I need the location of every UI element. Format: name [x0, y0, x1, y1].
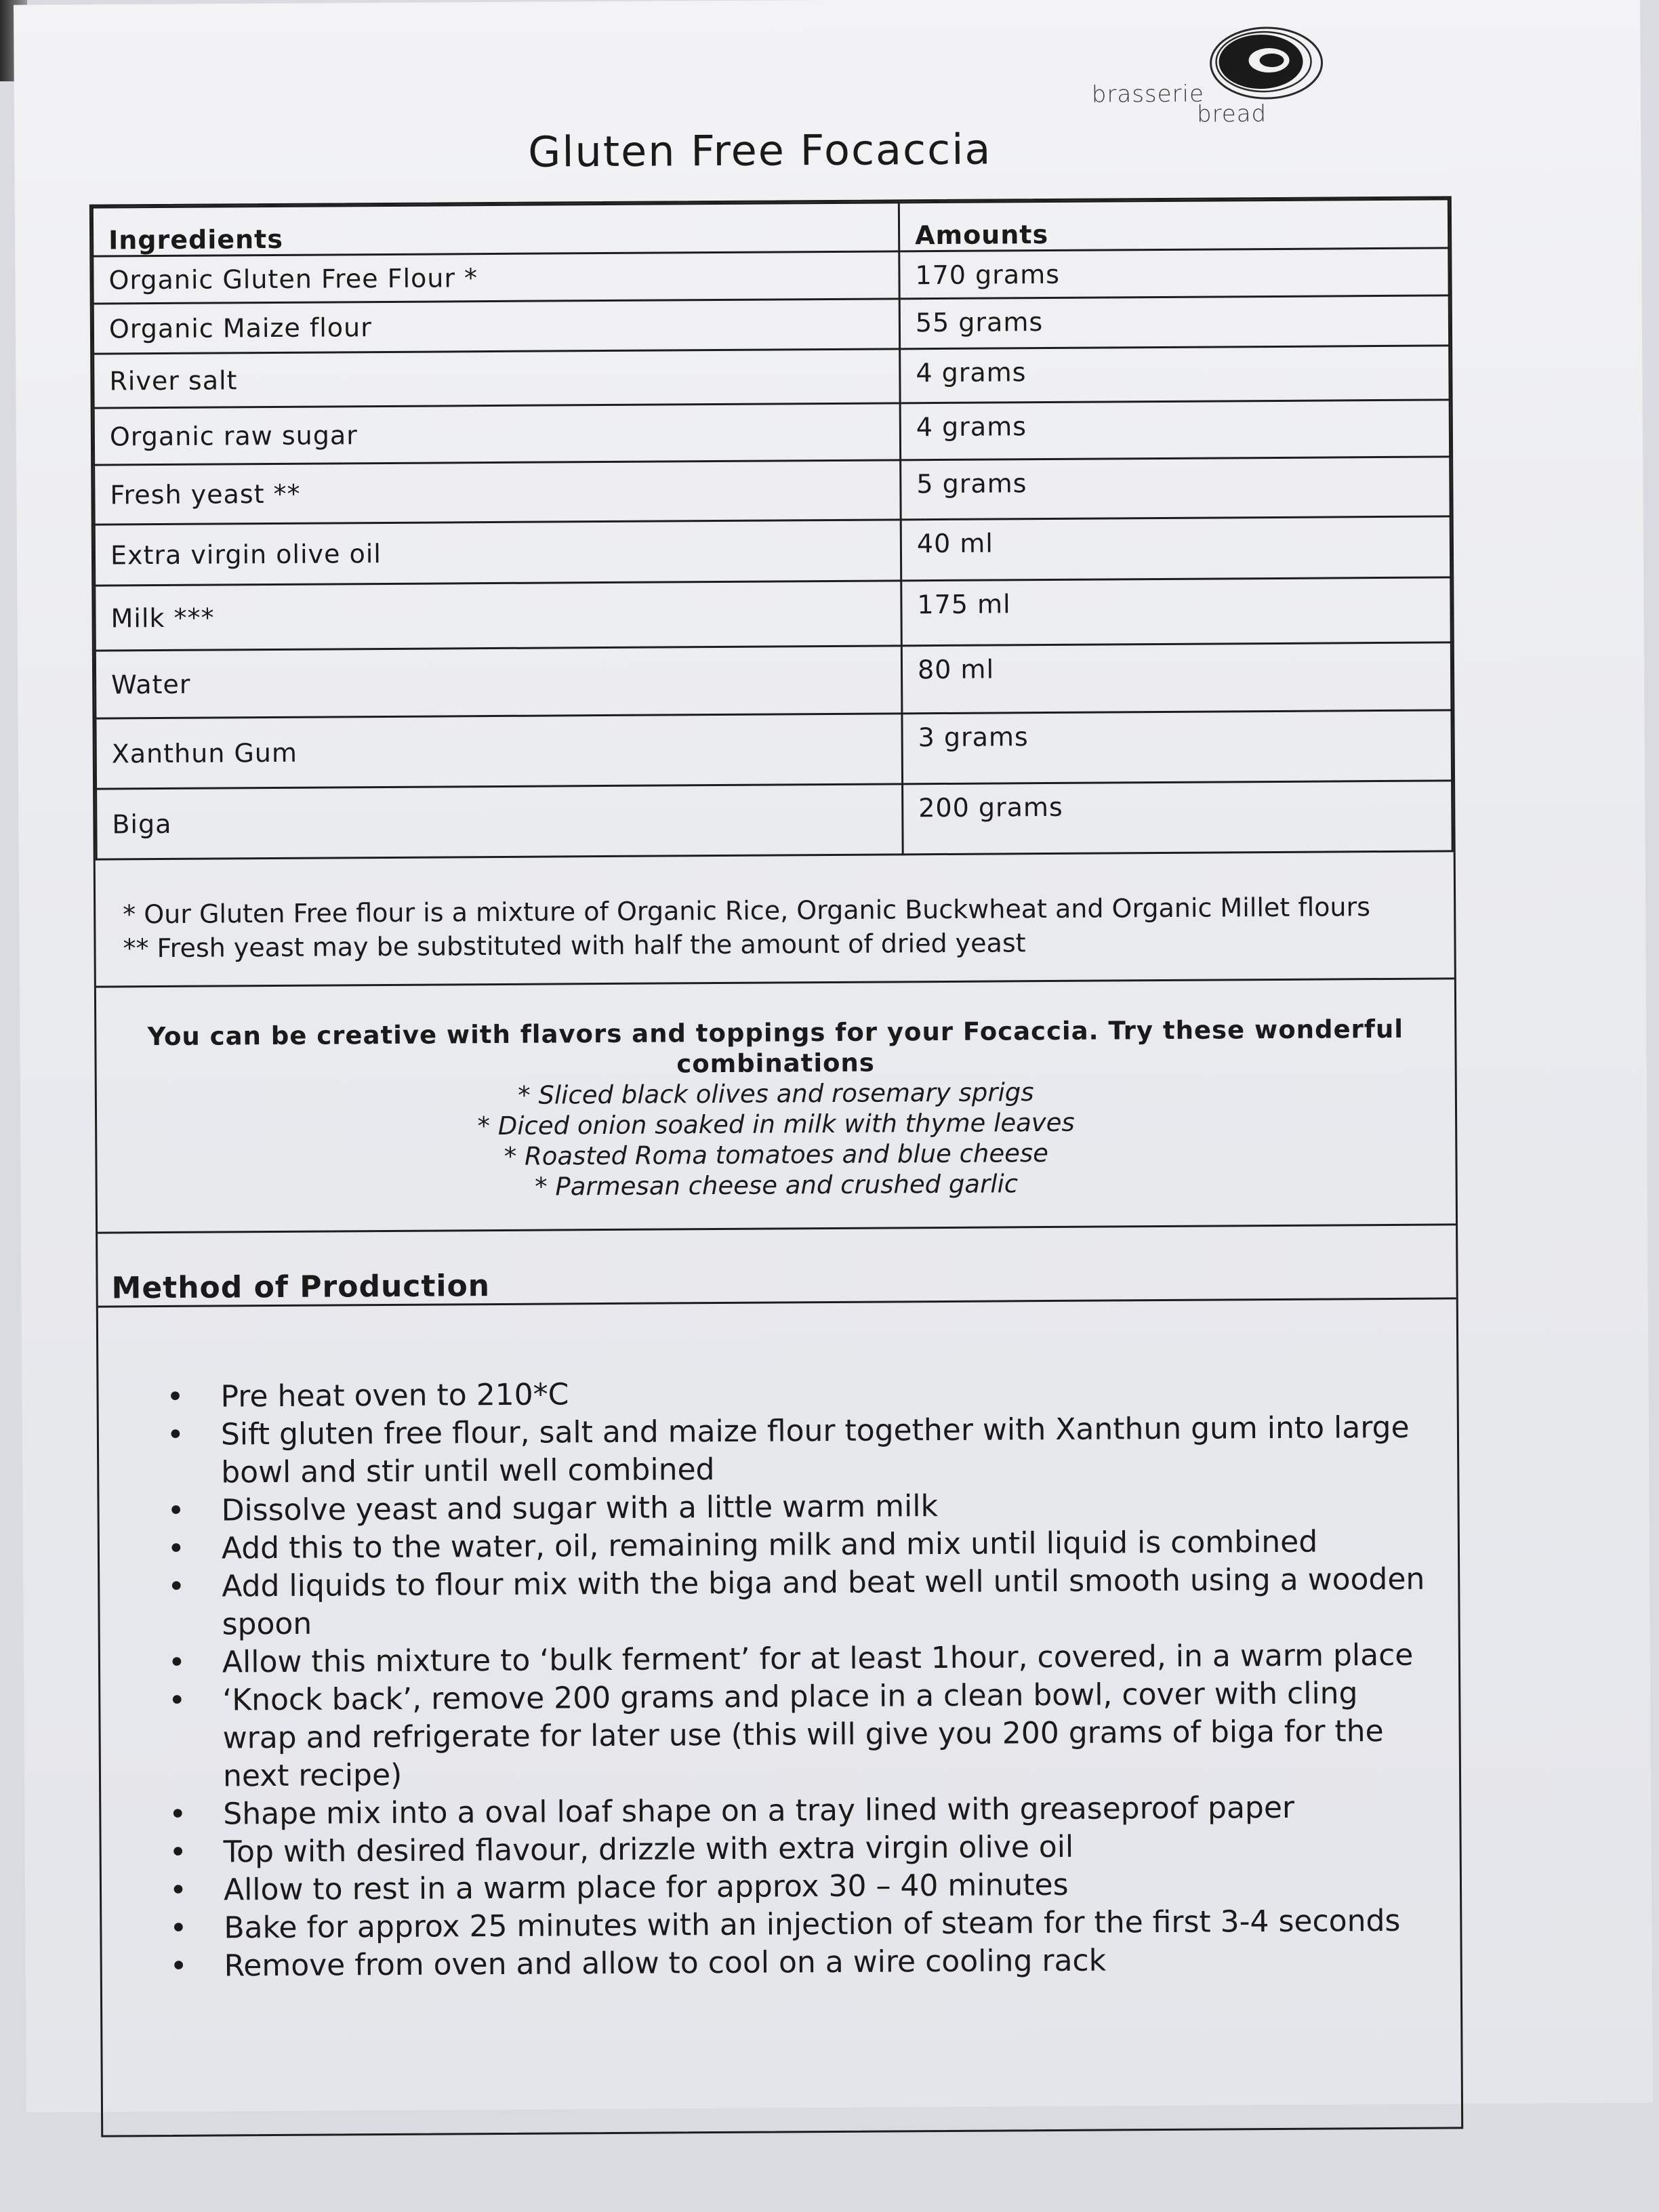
ingredient-cell: Organic raw sugar — [94, 403, 900, 465]
brand-line-1: brasserie — [1091, 80, 1205, 108]
method-step: • Allow to rest in a warm place for approx 30 – 40 minutes — [224, 1864, 1433, 1910]
method-step: • Bake for approx 25 minutes with an injection of steam for the first 3-4 seconds — [224, 1902, 1433, 1948]
suggestion-item: * Diced onion soaked in milk with thyme leaves — [477, 1107, 1075, 1141]
amount-cell: 4 grams — [900, 400, 1450, 460]
topping-suggestions — [96, 979, 1456, 1233]
ingredient-cell: Extra virgin olive oil — [94, 520, 901, 586]
amount-cell: 80 ml — [901, 642, 1452, 714]
brand-line-2: bread — [1196, 100, 1267, 128]
footnote: * Our Gluten Free flour is a mixture of Organic Rice, Organic Buckwheat and Organic Millet flours — [123, 892, 1371, 930]
method-step: • Add this to the water, oil, remaining milk and mix until liquid is combined — [222, 1523, 1431, 1568]
page-title: Gluten Free Focaccia — [528, 124, 992, 177]
ingredient-cell: Water — [95, 646, 902, 718]
recipe-sheet — [14, 0, 1653, 2112]
ingredient-cell: River salt — [94, 349, 900, 408]
table-row — [94, 346, 1450, 408]
flour-footnotes — [96, 852, 1454, 987]
amount-cell: 200 grams — [903, 781, 1453, 855]
ingredients-table — [91, 198, 1454, 860]
table-row — [93, 295, 1449, 354]
table-row — [95, 642, 1452, 718]
amount-cell: 170 grams — [899, 248, 1449, 299]
suggestion-item: * Parmesan cheese and crushed garlic — [535, 1169, 1019, 1202]
table-row — [94, 400, 1450, 465]
brand-name — [1091, 80, 1267, 128]
amount-cell: 40 ml — [901, 516, 1451, 581]
method-steps — [139, 1371, 1433, 1986]
amounts-header: Amounts — [899, 199, 1448, 251]
ingredient-cell: Fresh yeast ** — [94, 460, 901, 525]
amount-cell: 4 grams — [900, 346, 1450, 403]
table-row — [95, 577, 1452, 651]
method-step: • Remove from oven and allow to cool on a wire cooling rack — [224, 1940, 1433, 1986]
ingredient-cell: Biga — [96, 784, 903, 859]
amount-cell: 3 grams — [902, 710, 1452, 784]
method-step: • Dissolve yeast and sugar with a little warm milk — [221, 1485, 1430, 1530]
table-row — [93, 248, 1449, 304]
method-step: • Sift gluten free flour, salt and maize flour together with Xanthun gum into large bowl and stir until well combined — [221, 1409, 1431, 1492]
recipe-frame — [89, 196, 1463, 2137]
ingredient-cell: Organic Maize flour — [93, 299, 899, 354]
suggestions-list — [138, 1075, 1415, 1205]
amount-cell: 175 ml — [901, 577, 1452, 646]
ingredient-cell: Milk *** — [95, 581, 902, 651]
method-step: • Allow this mixture to ‘bulk ferment’ for at least 1hour, covered, in a warm place — [222, 1637, 1431, 1682]
method-step: • Top with desired flavour, drizzle with extra virgin olive oil — [224, 1826, 1433, 1872]
suggestions-lead: You can be creative with flavors and toppings for your Focaccia. Try these wonderful combinations — [147, 1014, 1404, 1079]
method-section — [98, 1299, 1461, 2135]
table-row — [96, 710, 1452, 789]
ingredients-header: Ingredients — [92, 203, 899, 256]
suggestion-item: * Roasted Roma tomatoes and blue cheese — [504, 1139, 1049, 1171]
method-step: • ‘Knock back’, remove 200 grams and place in a clean bowl, cover with cling wrap and refrigerate for later use (this will give you 200 grams of biga for the next recipe) — [222, 1675, 1432, 1796]
table-row — [96, 781, 1453, 859]
method-step: • Add liquids to flour mix with the biga and beat well until smooth using a wooden spoon — [222, 1561, 1431, 1644]
brand-logo — [1078, 20, 1370, 128]
suggestion-item: * Sliced black olives and rosemary sprigs — [518, 1078, 1034, 1110]
table-row — [94, 457, 1451, 525]
ingredient-cell: Xanthun Gum — [96, 714, 903, 789]
ingredient-cell: Organic Gluten Free Flour * — [93, 251, 899, 304]
amount-cell: 5 grams — [901, 457, 1451, 520]
table-row — [94, 516, 1451, 586]
method-step: • Pre heat oven to 210*C — [220, 1371, 1429, 1416]
method-step: • Shape mix into a oval loaf shape on a tray lined with greaseproof paper — [223, 1788, 1432, 1834]
table-header-row — [92, 199, 1448, 256]
method-heading: Method of Production — [98, 1225, 1456, 1307]
amount-cell: 55 grams — [899, 295, 1449, 349]
footnote: ** Fresh yeast may be substituted with half the amount of dried yeast — [123, 928, 1026, 964]
